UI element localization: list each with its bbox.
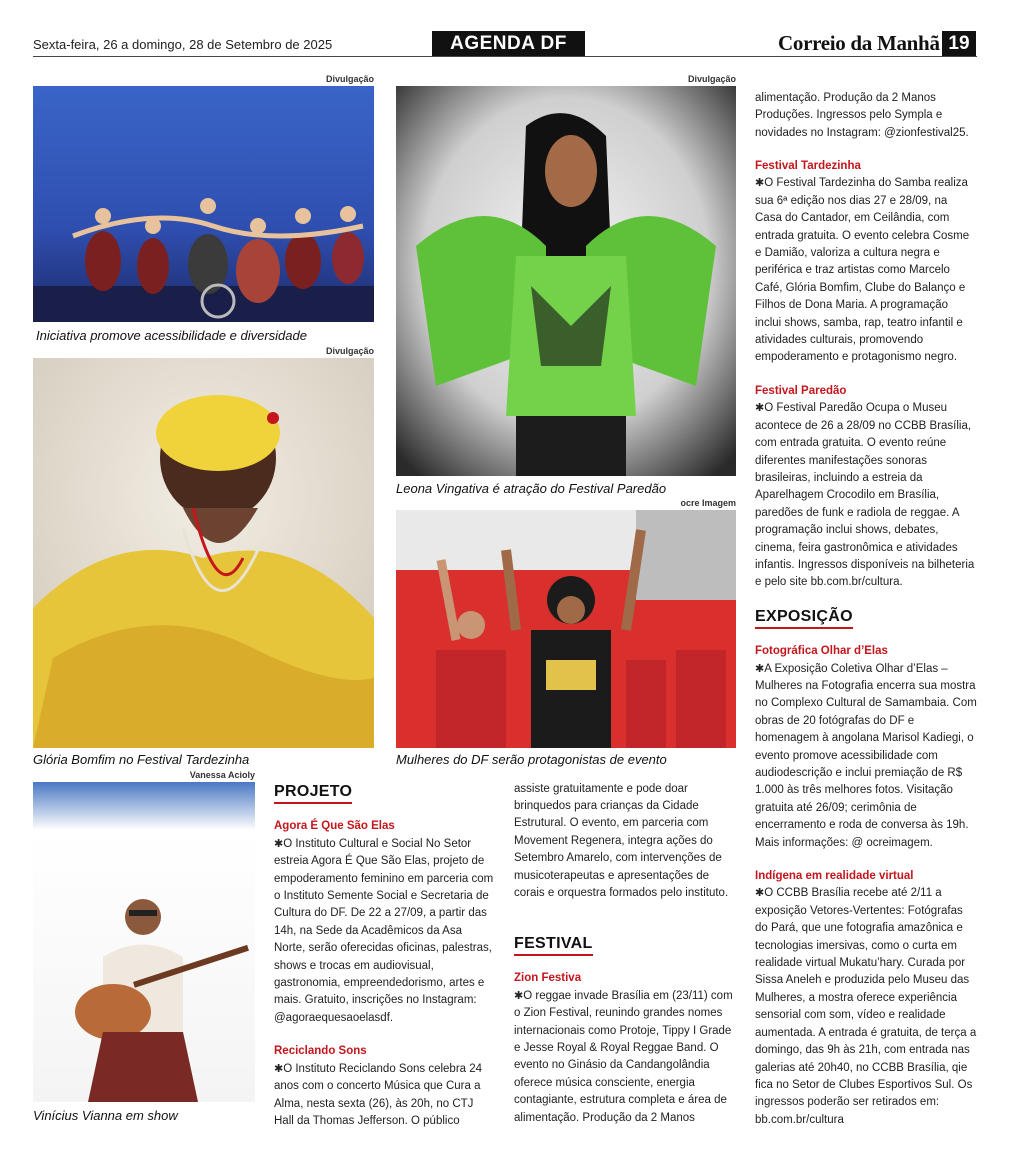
section-heading-projeto: PROJETO xyxy=(274,783,352,804)
article-body-continued: assiste gratuitamente e pode doar brinquedos para crianças da Cidade Estrutural. O evento, em parceria com Movement Regenera, integra ações do Setembro Amarelo, com intervenções de musicoterapeutas e apresentações de corais e orquestra formados pelo instituto. xyxy=(514,782,729,900)
right-column xyxy=(755,158,977,1129)
section-heading-exposicao: EXPOSIÇÃO xyxy=(755,608,853,629)
edition-date: Sexta-feira, 26 a domingo, 28 de Setembro de 2025 xyxy=(33,37,333,52)
dance-photo xyxy=(33,86,374,322)
photo-caption: Iniciativa promove acessibilidade e diversidade xyxy=(36,328,307,343)
newspaper-logo: Correio da Manhã xyxy=(778,31,940,55)
article-title: Reciclando Sons xyxy=(274,1045,367,1058)
bullet-icon: ✱ xyxy=(514,989,524,1002)
bullet-icon: ✱ xyxy=(274,837,284,850)
festival-continuation xyxy=(755,90,977,145)
photo-caption: Vinícius Vianna em show xyxy=(33,1108,178,1123)
header-rule xyxy=(33,56,977,57)
bullet-icon: ✱ xyxy=(755,887,765,900)
photo-credit: ocre Imagem xyxy=(680,498,736,508)
bullet-icon: ✱ xyxy=(755,662,765,675)
article-body: O Festival Paredão Ocupa o Museu acontece de 26 a 28/09 no CCBB Brasília, com entrada gratuita. O evento reúne diferentes manifestações sonoras brasileiras, incluindo a estreia da Aparelhagem Crocodilo em Brasília, paredões de funk e radiola de reggae. A programação inclui shows, debates, cinema, feira gastronômica e atividades infantis. Ingressos disponíveis na bilheteria e pelo site bb.com.br/cultura. xyxy=(755,402,975,589)
article-body: O Instituto Reciclando Sons celebra 24 anos com o concerto Música que Cura a Alma, nesta sexta (26), às 20h, no CTJ Hall da Thomas Jefferson. O público xyxy=(274,1062,483,1127)
bullet-icon: ✱ xyxy=(755,402,765,415)
photo-credit: Divulgação xyxy=(325,346,374,356)
festival-column xyxy=(514,935,736,1128)
article-body-continued: alimentação. Produção da 2 Manos Produções. Ingressos pelo Sympla e novidades no Instagram: @zionfestival25. xyxy=(755,91,969,139)
article-body: A Exposição Coletiva Olhar d’Elas – Mulheres na Fotografia encerra sua mostra no Complexo Cultural de Samambaia. Com obras de 20 fotógrafas do DF e homenagem à angolana Marisol Kadiegi, o evento promove acessibilidade com audiodescrição e inclui premiação de R$ 1.000 às três melhores fotos. Visitação gratuita até 26/09; cerimônia de encerramento e roda de conversa às 19h. Mais informações: @ ocreimagem. xyxy=(755,662,977,849)
mulheres-do-df-photo xyxy=(396,510,736,748)
photo-caption: Leona Vingativa é atração do Festival Paredão xyxy=(396,481,667,496)
projeto-column xyxy=(274,783,496,1129)
article-body: O reggae invade Brasília em (23/11) com o Zion Festival, reunindo grandes nomes internacionais como Protoje, Tippy I Grade e Jesse Royal & Royal Reggae Band. O evento no Ginásio da Candangolândia oferece música consciente, energia contagiante, estrutura completa e área de alimentação. Produção da 2 Manos xyxy=(514,989,733,1124)
leona-vingativa-photo xyxy=(396,86,736,476)
projeto-continuation-column xyxy=(514,780,736,925)
page-number: 19 xyxy=(942,31,976,57)
article-title: Agora É Que São Elas xyxy=(274,820,395,833)
photo-caption: Glória Bomfim no Festival Tardezinha xyxy=(33,752,250,767)
article-body: O CCBB Brasília recebe até 2/11 a exposição Vetores-Vertentes: Fotógrafas do Pará, que une fotografia amazônica e tecnologias imersivas, como o curta em realidade virtual Mukatu’hary. Curada por Sissa Aneleh e produzida pelo Museu das Mulheres, a mostra oferece experiência sensorial com som, vídeo e realidade aumentada. A entrada é gratuita, de terça a domingo, das 9h às 21h, com entrada nas galerias até 20h40, no CCBB Brasília, qie fica no Setor de Clubes Esportivos Sul. Os ingressos poderão ser retirados em: bb.com.br/cultura xyxy=(755,887,977,1126)
article-title: Festival Paredão xyxy=(755,384,847,397)
photo-caption: Mulheres do DF serão protagonistas de evento xyxy=(396,752,667,767)
article-body: O Instituto Cultural e Social No Setor estreia Agora É Que São Elas, projeto de empoderamento feminino em parceria com o Instituto Semente Social e Secretaria de Cultura do DF. De 22 a 27/09, a partir das 14h, na Sede da Acadêmicos da Asa Norte, serão oferecidas oficinas, palestras, shows e trocas em audiovisual, gastronomia, empreendedorismo, artes e mais. Gratuito, inscrições no Instagram: @agoraequesaoelasdf. xyxy=(274,837,494,1024)
photo-credit: Divulgação xyxy=(687,74,736,84)
gloria-bomfim-photo xyxy=(33,358,374,748)
photo-credit: Divulgação xyxy=(325,74,374,84)
bullet-icon: ✱ xyxy=(274,1062,284,1075)
vinicius-vianna-photo xyxy=(33,782,255,1102)
bullet-icon: ✱ xyxy=(755,177,765,190)
section-title: AGENDA DF xyxy=(432,31,585,57)
article-title: Fotográfica Olhar d’Elas xyxy=(755,645,888,658)
article-title: Indígena em realidade virtual xyxy=(755,870,914,883)
article-title: Festival Tardezinha xyxy=(755,160,861,172)
section-heading-festival: FESTIVAL xyxy=(514,935,593,956)
article-title: Zion Festiva xyxy=(514,972,582,985)
article-body: O Festival Tardezinha do Samba realiza sua 6ª edição nos dias 27 e 28/09, na Casa do Cantador, em Ceilândia, com entrada gratuita. O evento celebra Cosme e Damião, valoriza a cultura negra e periférica e traz artistas como Marcelo Café, Glória Bomfim, Clube do Balanço e Filhos de Dona Maria. A programação inclui shows, samba, rap, teatro infantil e atividades culturais, promovendo empoderamento e protagonismo negro. xyxy=(755,177,970,364)
photo-credit: Vanessa Acioly xyxy=(189,770,255,780)
